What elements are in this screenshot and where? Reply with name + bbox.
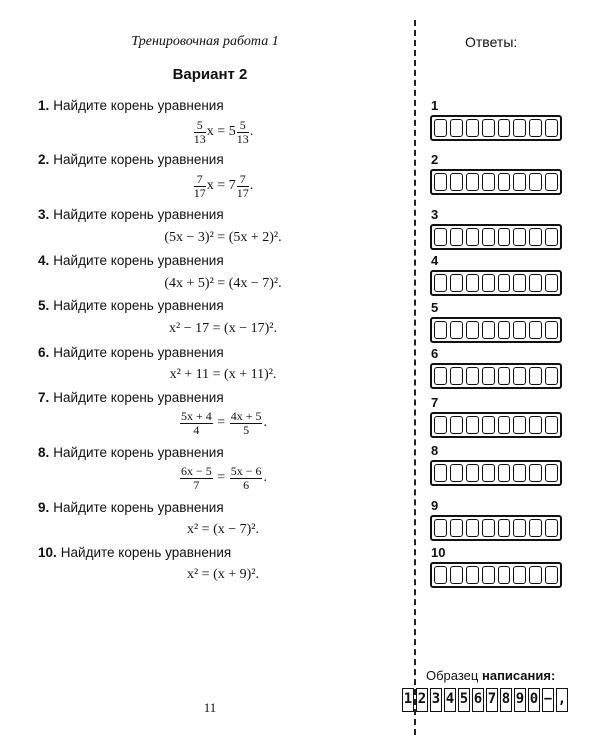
problem-number: 9. xyxy=(38,500,50,515)
problem-number: 5. xyxy=(38,298,50,313)
answer-cell[interactable] xyxy=(498,321,511,339)
answer-label: 1 xyxy=(431,98,439,113)
answer-cell[interactable] xyxy=(450,464,463,482)
problem-text: Найдите корень уравнения xyxy=(53,253,224,268)
sample-char-cell: 6 xyxy=(472,688,484,712)
answer-cell[interactable] xyxy=(450,566,463,584)
answer-cell[interactable] xyxy=(466,274,479,292)
answer-box[interactable] xyxy=(430,515,562,541)
answer-cell[interactable] xyxy=(498,228,511,246)
answer-cell[interactable] xyxy=(545,173,558,191)
answer-cell[interactable] xyxy=(482,321,495,339)
answer-cell[interactable] xyxy=(529,416,542,434)
answer-cell[interactable] xyxy=(513,173,526,191)
answer-cell[interactable] xyxy=(529,119,542,137)
answer-cell[interactable] xyxy=(545,321,558,339)
answer-label: 5 xyxy=(431,300,439,315)
problem-number: 1. xyxy=(38,98,50,113)
answer-cell[interactable] xyxy=(529,321,542,339)
answer-cell[interactable] xyxy=(482,416,495,434)
answer-cell[interactable] xyxy=(482,119,495,137)
answer-cell[interactable] xyxy=(450,519,463,537)
fraction: $\frac{5}{13}$ xyxy=(236,118,249,146)
answer-cell[interactable] xyxy=(545,119,558,137)
sample-char-cell: 9 xyxy=(514,688,526,712)
problem-text: Найдите корень уравнения xyxy=(53,390,224,405)
problem-text: Найдите корень уравнения xyxy=(53,445,224,460)
answer-cell[interactable] xyxy=(434,119,447,137)
fraction: $\frac{4x + 5}{5}$ xyxy=(230,409,262,437)
answer-cell[interactable] xyxy=(466,519,479,537)
answer-cell[interactable] xyxy=(466,173,479,191)
problem-2 xyxy=(38,152,408,200)
problem-text: Найдите корень уравнения xyxy=(53,500,224,515)
equation: $\frac{5x + 4}{4}$ = $\frac{4x + 5}{5}$ . xyxy=(181,409,267,437)
answer-cell[interactable] xyxy=(545,274,558,292)
answer-box[interactable] xyxy=(430,115,562,141)
answer-cell[interactable] xyxy=(545,566,558,584)
sample-char-cell: 1 xyxy=(402,688,414,712)
answer-box[interactable] xyxy=(430,562,562,588)
problem-number: 8. xyxy=(38,445,50,460)
answer-cell[interactable] xyxy=(498,274,511,292)
answer-box[interactable] xyxy=(430,317,562,343)
answer-label: 8 xyxy=(431,443,439,458)
problem-text: Найдите корень уравнения xyxy=(53,98,224,113)
problem-text: Найдите корень уравнения xyxy=(53,345,224,360)
answer-box[interactable] xyxy=(430,270,562,296)
fraction: $\frac{5x - 6}{6}$ xyxy=(230,464,262,492)
equation: x² = (x + 9)². xyxy=(186,567,259,582)
answer-cell[interactable] xyxy=(513,274,526,292)
answer-cell[interactable] xyxy=(482,519,495,537)
answers-title: Ответы: xyxy=(465,34,518,50)
answer-cell[interactable] xyxy=(482,464,495,482)
answer-box[interactable] xyxy=(430,224,562,250)
answer-cell[interactable] xyxy=(434,464,447,482)
sample-char-cell: , xyxy=(556,688,568,712)
problem-text: Найдите корень уравнения xyxy=(53,298,224,313)
dashed-divider xyxy=(414,20,416,735)
answer-cell[interactable] xyxy=(450,274,463,292)
answer-cell[interactable] xyxy=(529,228,542,246)
answer-cell[interactable] xyxy=(529,367,542,385)
answer-label: 2 xyxy=(431,152,439,167)
sample-label: Образец написания: xyxy=(426,668,556,683)
answer-cell[interactable] xyxy=(545,519,558,537)
equation: x² + 11 = (x + 11)². xyxy=(169,367,277,382)
answer-cell[interactable] xyxy=(434,566,447,584)
answer-cell[interactable] xyxy=(545,416,558,434)
answer-cell[interactable] xyxy=(482,566,495,584)
answer-cell[interactable] xyxy=(498,367,511,385)
problem-number: 10. xyxy=(38,545,57,560)
equation: $\frac{7}{17}$ x = 7 $\frac{7}{17}$ . xyxy=(193,172,254,200)
answer-cell[interactable] xyxy=(450,321,463,339)
answer-cell[interactable] xyxy=(434,519,447,537)
page-header-title: Тренировочная работа 1 xyxy=(131,34,279,49)
sample-char-cell: 2 xyxy=(416,688,428,712)
sample-char-cell: 5 xyxy=(458,688,470,712)
problem-8 xyxy=(38,445,408,492)
answer-label: 10 xyxy=(431,545,446,560)
problem-3 xyxy=(38,207,408,245)
problem-number: 6. xyxy=(38,345,50,360)
page-number: 11 xyxy=(203,700,217,715)
equation: x² − 17 = (x − 17)². xyxy=(169,321,277,336)
problem-number: 4. xyxy=(38,253,50,268)
answer-cell[interactable] xyxy=(434,228,447,246)
answer-cell[interactable] xyxy=(450,228,463,246)
answer-box[interactable] xyxy=(430,460,562,486)
answer-cell[interactable] xyxy=(545,228,558,246)
answer-label: 4 xyxy=(431,253,439,268)
sample-char-cell: 8 xyxy=(500,688,512,712)
fraction: $\frac{5}{13}$ xyxy=(193,118,206,146)
answer-cell[interactable] xyxy=(466,119,479,137)
answer-cell[interactable] xyxy=(498,519,511,537)
problem-4 xyxy=(38,253,408,291)
answer-box[interactable] xyxy=(430,412,562,438)
problem-9 xyxy=(38,500,408,537)
fraction: $\frac{6x - 5}{7}$ xyxy=(181,464,212,492)
answer-cell[interactable] xyxy=(513,519,526,537)
answer-cell[interactable] xyxy=(450,367,463,385)
answer-cell[interactable] xyxy=(450,119,463,137)
answer-cell[interactable] xyxy=(466,228,479,246)
problem-6 xyxy=(38,345,408,382)
equation: x² = (x − 7)². xyxy=(186,522,259,537)
answer-cell[interactable] xyxy=(466,367,479,385)
answer-cell[interactable] xyxy=(482,173,495,191)
variant-title: Вариант 2 xyxy=(172,66,248,83)
answer-box[interactable] xyxy=(430,169,562,195)
answer-cell[interactable] xyxy=(529,464,542,482)
answer-cell[interactable] xyxy=(545,367,558,385)
equation: (5x − 3)² = (5x + 2)². xyxy=(164,230,282,245)
problem-5 xyxy=(38,298,408,336)
answer-cell[interactable] xyxy=(450,173,463,191)
answer-label: 7 xyxy=(431,395,439,410)
answer-cell[interactable] xyxy=(466,321,479,339)
answer-cell[interactable] xyxy=(513,119,526,137)
answer-cell[interactable] xyxy=(434,416,447,434)
answer-cell[interactable] xyxy=(466,464,479,482)
answer-label: 3 xyxy=(431,207,439,222)
answer-cell[interactable] xyxy=(529,519,542,537)
answer-cell[interactable] xyxy=(482,228,495,246)
answer-cell[interactable] xyxy=(434,367,447,385)
answer-box[interactable] xyxy=(430,363,562,389)
answer-cell[interactable] xyxy=(529,173,542,191)
answer-cell[interactable] xyxy=(466,566,479,584)
answer-cell[interactable] xyxy=(498,173,511,191)
answer-cell[interactable] xyxy=(498,464,511,482)
answer-cell[interactable] xyxy=(498,566,511,584)
answer-cell[interactable] xyxy=(498,416,511,434)
sample-char-cell: − xyxy=(542,688,554,712)
sample-char-cell: 3 xyxy=(430,688,442,712)
problem-number: 2. xyxy=(38,152,50,167)
problem-10 xyxy=(38,545,408,582)
fraction: $\frac{7}{17}$ xyxy=(236,172,249,200)
problem-7 xyxy=(38,390,408,437)
answer-cell[interactable] xyxy=(498,119,511,137)
fraction: $\frac{7}{17}$ xyxy=(193,172,206,200)
answer-label: 9 xyxy=(431,498,439,513)
equation: $\frac{6x - 5}{7}$ = $\frac{5x - 6}{6}$ . xyxy=(181,464,267,492)
sample-char-cell: 4 xyxy=(444,688,456,712)
answer-cell[interactable] xyxy=(513,464,526,482)
answer-cell[interactable] xyxy=(434,173,447,191)
answer-cell[interactable] xyxy=(450,416,463,434)
answer-cell[interactable] xyxy=(513,228,526,246)
problem-1 xyxy=(38,98,408,146)
answer-cell[interactable] xyxy=(513,321,526,339)
equation: $\frac{5}{13}$ x = 5 $\frac{5}{13}$ . xyxy=(193,118,254,146)
answer-cell[interactable] xyxy=(482,367,495,385)
fraction: $\frac{5x + 4}{4}$ xyxy=(181,409,212,437)
answer-cell[interactable] xyxy=(434,274,447,292)
answer-cell[interactable] xyxy=(482,274,495,292)
problem-number: 3. xyxy=(38,207,50,222)
answer-cell[interactable] xyxy=(513,416,526,434)
equation: (4x + 5)² = (4x − 7)². xyxy=(164,276,282,291)
answer-cell[interactable] xyxy=(513,367,526,385)
answer-cell[interactable] xyxy=(529,566,542,584)
problem-text: Найдите корень уравнения xyxy=(60,545,232,560)
answer-label: 6 xyxy=(431,346,439,361)
answer-cell[interactable] xyxy=(513,566,526,584)
answer-cell[interactable] xyxy=(545,464,558,482)
answer-cell[interactable] xyxy=(466,416,479,434)
sample-char-cell: 7 xyxy=(486,688,498,712)
problem-number: 7. xyxy=(38,390,50,405)
problem-text: Найдите корень уравнения xyxy=(53,152,224,167)
sample-writing-row xyxy=(402,688,568,712)
sample-char-cell: 0 xyxy=(528,688,540,712)
answer-cell[interactable] xyxy=(434,321,447,339)
answer-cell[interactable] xyxy=(529,274,542,292)
problem-text: Найдите корень уравнения xyxy=(53,207,224,222)
